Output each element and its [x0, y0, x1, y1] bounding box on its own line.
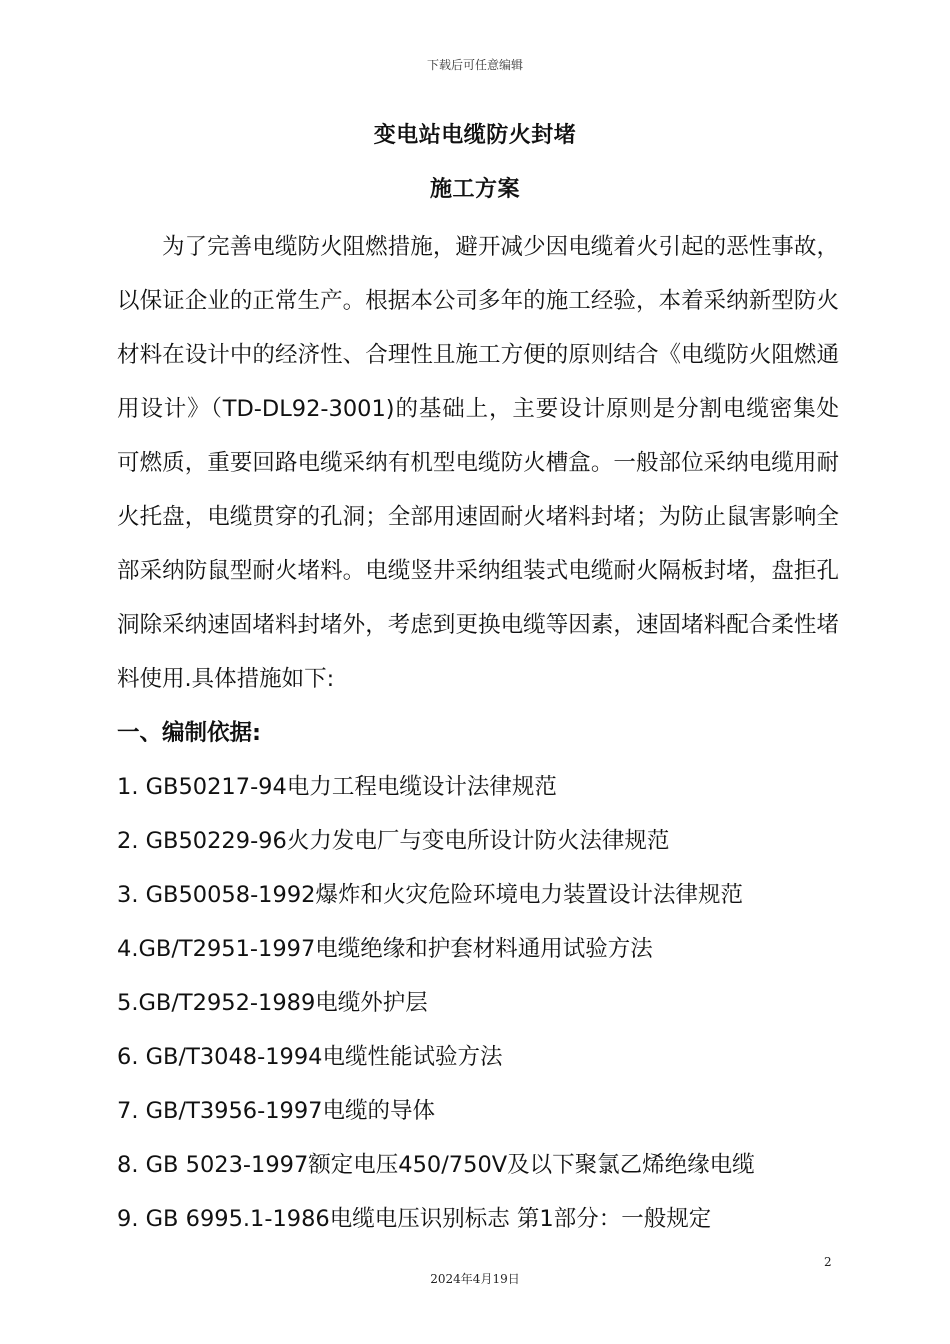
document-body: [117, 220, 839, 1246]
reference-item: 2. GB50229-96火力发电厂与变电所设计防火法律规范: [117, 828, 670, 854]
intro-paragraph: 为了完善电缆防火阻燃措施，避开减少因电缆着火引起的恶性事故，以保证企业的正常生产。根据本公司多年的施工经验，本着采纳新型防火材料在设计中的经济性、合理性且施工方便的原则结合《电缆防火阻燃通用设计》（TD-DL92-3001)的基础上，主要设计原则是分割电缆密集处可燃质，重要回路电缆采纳有机型电缆防火槽盒。一般部位采纳电缆用耐火托盘，电缆贯穿的孔洞；全部用速固耐火堵料封堵；为防止鼠害影响全部采纳防鼠型耐火堵料。电缆竖井采纳组装式电缆耐火隔板封堵，盘拒孔洞除采纳速固堵料封堵外，考虑到更换电缆等因素，速固堵料配合柔性堵料使用.具体措施如下:: [117, 234, 839, 692]
reference-item: 5.GB/T2952-1989电缆外护层: [117, 990, 428, 1016]
document-subtitle: 施工方案: [429, 177, 520, 202]
reference-item: 6. GB/T3048-1994电缆性能试验方法: [117, 1044, 503, 1070]
header-note: 下载后可任意编辑: [426, 58, 523, 72]
reference-item: 8. GB 5023-1997额定电压450/750V及以下聚氯乙烯绝缘电缆: [117, 1152, 755, 1178]
reference-item: 1. GB50217-94电力工程电缆设计法律规范: [117, 774, 557, 800]
reference-item: 7. GB/T3956-1997电缆的导体: [117, 1098, 435, 1124]
document-title: 变电站电缆防火封堵: [373, 123, 577, 148]
reference-item: 9. GB 6995.1-1986电缆电压识别标志 第1部分：一般规定: [117, 1206, 712, 1232]
reference-item: 4.GB/T2951-1997电缆绝缘和护套材料通用试验方法: [117, 936, 653, 962]
page-number: 2: [824, 1255, 832, 1269]
section-heading-basis: 一、编制依据:: [117, 720, 261, 746]
reference-item: 3. GB50058-1992爆炸和火灾危险环境电力装置设计法律规范: [117, 882, 743, 908]
reference-list: [117, 760, 839, 1246]
footer-date: 2024年4月19日: [430, 1272, 520, 1286]
